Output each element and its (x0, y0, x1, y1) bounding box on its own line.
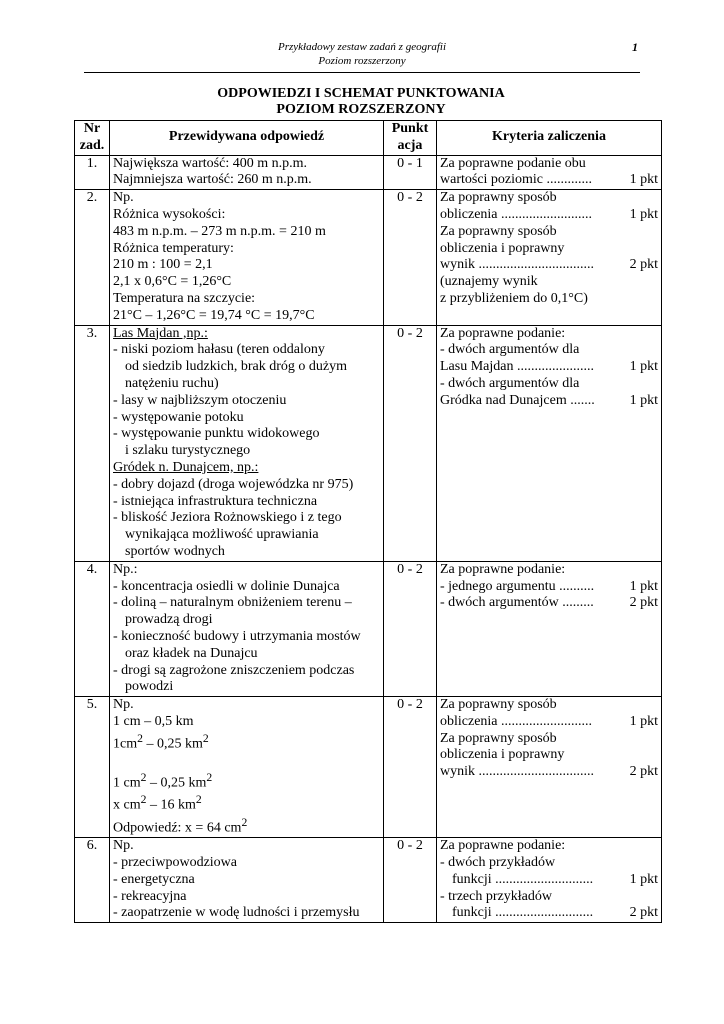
answer-line: - występowanie potoku (113, 409, 244, 425)
criteria-line: obliczenia .......................... 1 pkt (440, 206, 658, 222)
answer-line: x $cm^2 - 16$ $km^2$ (113, 793, 202, 814)
criteria-line: obliczenia .......................... 1 pkt (440, 713, 658, 729)
criteria-line: Gródka nad Dunajcem ....... 1 pkt (440, 392, 658, 408)
task-number: 3. (75, 325, 110, 561)
answer-line: 21°C – 1,26°C = 19,74 °C = 19,7°C (113, 307, 315, 323)
answer-line: - istniejąca infrastruktura techniczna (113, 493, 318, 509)
answer-cell (110, 325, 384, 561)
answer-line: Odpowiedź: x = 64 $cm^2$ (113, 815, 248, 836)
answer-line: Największa wartość: 400 m n.p.m. (113, 155, 308, 171)
answer-line: - występowanie punktu widokowego (113, 426, 320, 442)
running-header (84, 40, 640, 68)
criteria-cell (437, 155, 662, 190)
criteria-line: z przybliżeniem do 0,1°C) (440, 290, 588, 306)
answer-line: - lasy w najbliższym otoczeniu (113, 392, 287, 408)
answer-line: oraz kładek na Dunajcu (125, 645, 258, 661)
answer-line: prowadzą drogi (125, 612, 213, 628)
criteria-cell (437, 561, 662, 696)
answer-line: wynikająca możliwość uprawiania (125, 527, 319, 543)
answer-line: natężeniu ruchu) (125, 375, 219, 391)
table-row (75, 561, 662, 696)
header-expected-answer: Przewidywana odpowiedź (110, 121, 384, 156)
criteria-line: (uznajemy wynik (440, 274, 538, 290)
criteria-line: Za poprawne podanie: (440, 838, 566, 854)
answer-line: od siedzib ludzkich, brak dróg o dużym (125, 359, 348, 375)
answer-line: Temperatura na szczycie: (113, 290, 256, 306)
criteria-line: Za poprawny sposób (440, 730, 557, 746)
criteria-line: - dwóch argumentów ......... 2 pkt (440, 595, 658, 611)
answer-line: 1 $cm^2 - 0,25$ $km^2$ (113, 770, 213, 791)
criteria-line: Za poprawny sposób (440, 223, 557, 239)
criteria-cell (437, 697, 662, 838)
table-row (75, 838, 662, 923)
answer-line: 483 m n.p.m. – 273 m n.p.m. = 210 m (113, 223, 326, 239)
answer-subheading: Gródek n. Dunajcem, np.: (113, 459, 259, 475)
answer-line: - doliną – naturalnym obniżeniem terenu – (113, 595, 352, 611)
header-task-number (75, 121, 110, 156)
criteria-line: funkcji ............................ 2 pkt (452, 905, 658, 921)
header-punkt: Punkt (391, 121, 429, 136)
answer-line: Np. (113, 838, 134, 854)
header-acja: acja (397, 137, 423, 153)
answer-line: - dobry dojazd (droga wojewódzka nr 975) (113, 476, 354, 492)
task-number: 6. (75, 838, 110, 923)
criteria-line: - trzech przykładów (440, 888, 552, 904)
title-line-1: ODPOWIEDZI I SCHEMAT PUNKTOWANIA (217, 86, 505, 101)
criteria-line: - dwóch przykładów (440, 855, 556, 871)
criteria-line: Za poprawne podanie obu (440, 155, 586, 171)
page-number: 1 (632, 40, 638, 54)
criteria-line: Za poprawne podanie: (440, 325, 566, 341)
answer-cell (110, 155, 384, 190)
answer-line: powodzi (125, 679, 174, 695)
criteria-line: Za poprawne podanie: (440, 561, 566, 577)
answer-line: - konieczność budowy i utrzymania mostów (113, 628, 361, 644)
title-line-2: POZIOM ROZSZERZONY (276, 102, 446, 117)
answer-line: Np.: (113, 561, 138, 577)
answer-line: - niski poziom hałasu (teren oddalony (113, 342, 325, 358)
points-range: 0 - 2 (384, 697, 437, 838)
answer-line: sportów wodnych (125, 543, 225, 559)
answer-line: Różnica temperatury: (113, 240, 234, 256)
task-number: 4. (75, 561, 110, 696)
criteria-line: obliczenia i poprawny (440, 747, 565, 763)
table-row (75, 155, 662, 190)
answer-cell (110, 561, 384, 696)
table-header-row (75, 121, 662, 156)
criteria-cell (437, 838, 662, 923)
answer-line: 210 m : 100 = 2,1 (113, 257, 213, 273)
answer-line: Różnica wysokości: (113, 206, 226, 222)
criteria-line: Za poprawny sposób (440, 190, 557, 206)
task-number: 2. (75, 190, 110, 325)
answer-line: - energetyczna (113, 871, 195, 887)
page-title (74, 86, 648, 118)
answer-line: i szlaku turystycznego (125, 443, 251, 459)
answer-subheading: Las Majdan ,np.: (113, 325, 208, 341)
criteria-cell (437, 325, 662, 561)
header-rule (84, 72, 640, 73)
header-points (384, 121, 437, 156)
task-number: 5. (75, 697, 110, 838)
points-range: 0 - 2 (384, 325, 437, 561)
answer-line: $1cm^2 - 0,25$ $km^2$ (113, 731, 209, 752)
points-range: 0 - 2 (384, 561, 437, 696)
criteria-line: wynik ................................. 2 pkt (440, 257, 658, 273)
criteria-line: wartości poziomic ............. 1 pkt (440, 172, 658, 188)
header-level: Poziom rozszerzony (318, 55, 406, 67)
points-range: 0 - 1 (384, 155, 437, 190)
answer-line: 1 cm – 0,5 km (113, 713, 194, 729)
criteria-line: Lasu Majdan ...................... 1 pkt (440, 359, 658, 375)
table-row (75, 190, 662, 325)
criteria-line: - dwóch argumentów dla (440, 342, 580, 358)
header-zad: zad. (79, 137, 105, 153)
answer-line: - przeciwpowodziowa (113, 855, 238, 871)
answer-cell (110, 190, 384, 325)
answer-line: Najmniejsza wartość: 260 m n.p.m. (113, 172, 312, 188)
answer-line: Np. (113, 190, 134, 206)
table-row (75, 325, 662, 561)
header-criteria: Kryteria zaliczenia (437, 121, 662, 156)
answer-line: - koncentracja osiedli w dolinie Dunajca (113, 578, 340, 594)
answer-line: - drogi są zagrożone zniszczeniem podczas (113, 662, 355, 678)
answer-line: Np. (113, 697, 134, 713)
criteria-line: - jednego argumentu .......... 1 pkt (440, 578, 658, 594)
header-nr: Nr (83, 121, 101, 136)
answer-line: - zaopatrzenie w wodę ludności i przemysłu (113, 905, 360, 921)
table-row (75, 697, 662, 838)
header-subject: Przykładowy zestaw zadań z geografii (277, 41, 447, 53)
answer-cell (110, 838, 384, 923)
points-range: 0 - 2 (384, 190, 437, 325)
points-range: 0 - 2 (384, 838, 437, 923)
task-number: 1. (75, 155, 110, 190)
answer-line: 2,1 x 0,6°C = 1,26°C (113, 274, 232, 290)
answer-key-table (74, 120, 662, 923)
criteria-line: obliczenia i poprawny (440, 240, 565, 256)
answer-line: - rekreacyjna (113, 888, 187, 904)
criteria-line: funkcji ............................ 1 pkt (452, 871, 658, 887)
criteria-line: wynik ................................. 2 pkt (440, 764, 658, 780)
answer-line: - bliskość Jeziora Rożnowskiego i z tego (113, 510, 342, 526)
answer-cell (110, 697, 384, 838)
criteria-line: - dwóch argumentów dla (440, 375, 580, 391)
criteria-line: Za poprawny sposób (440, 697, 557, 713)
criteria-cell (437, 190, 662, 325)
